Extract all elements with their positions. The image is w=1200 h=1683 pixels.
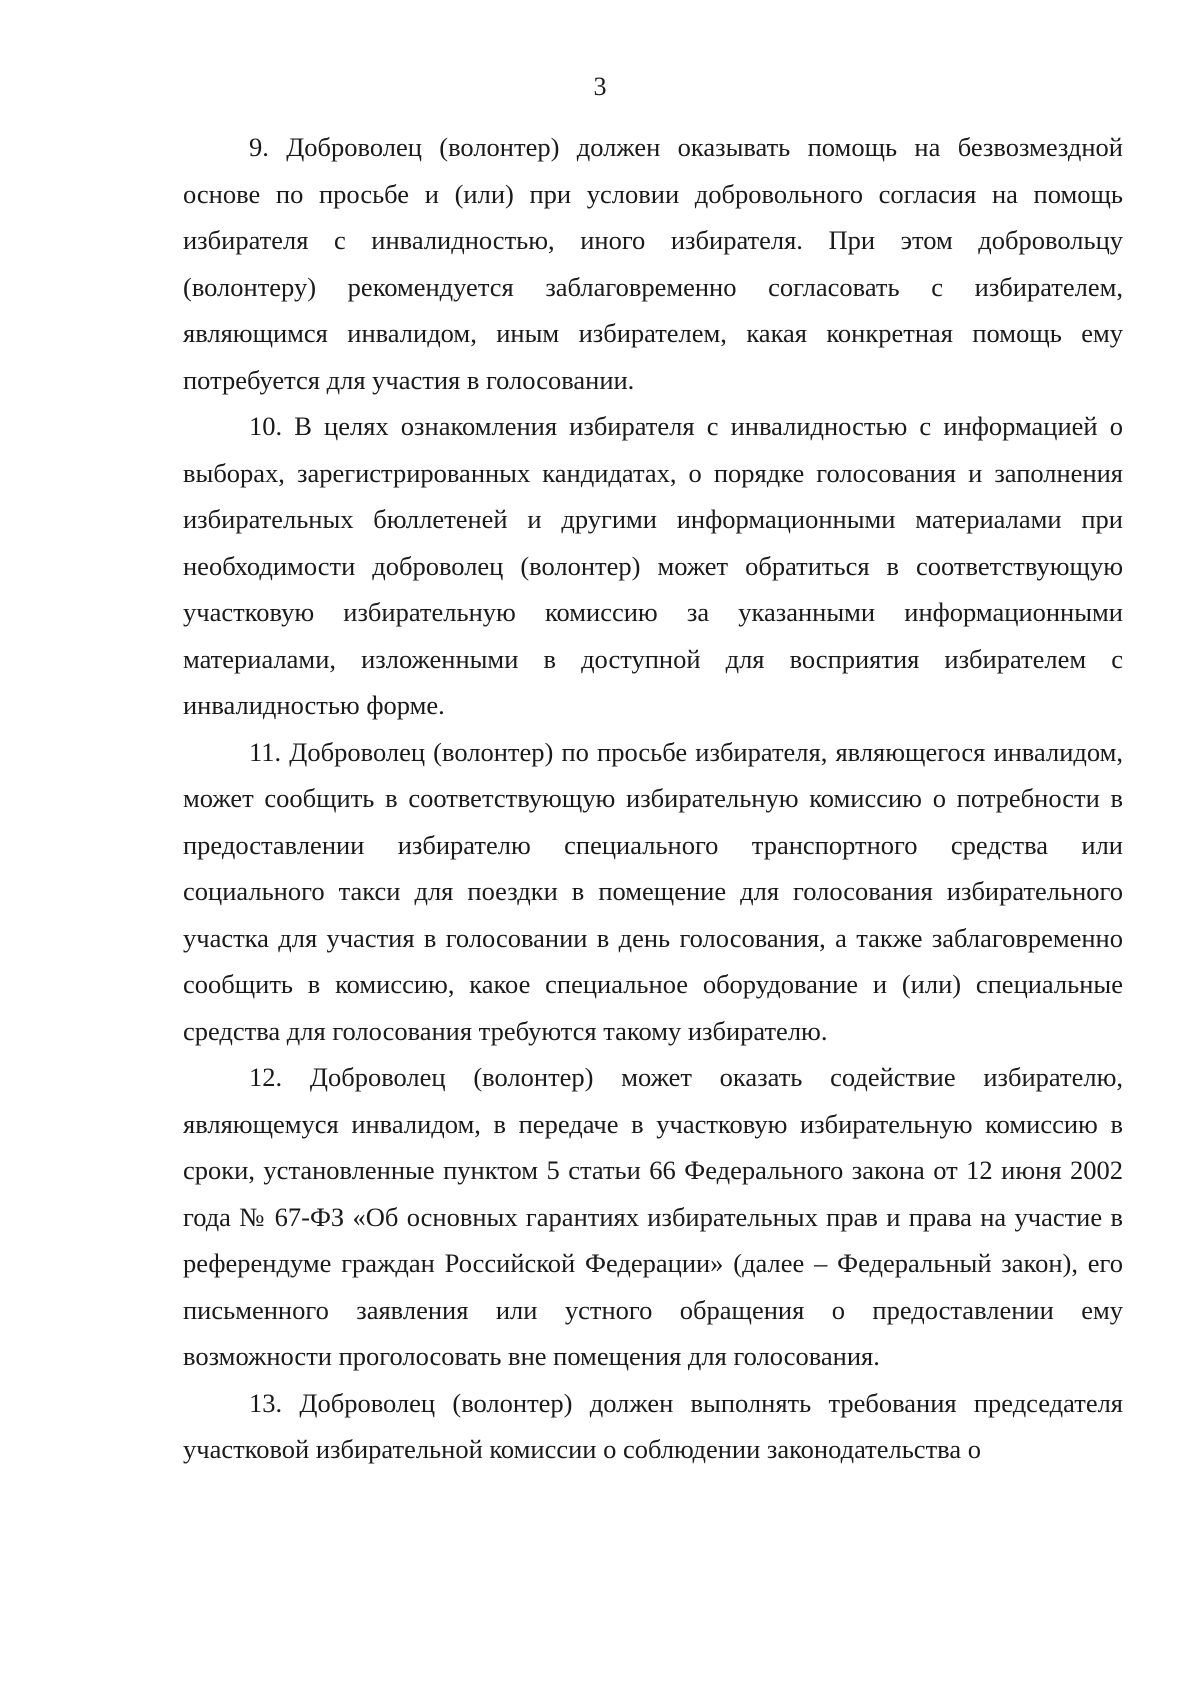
paragraph-11: 11. Доброволец (волонтер) по просьбе избирателя, являющегося инвалидом, может сообщить в соответствующую избирательную комиссию о потребности в предоставлении избирателю специального транспортного средства или социального такси для поездки в помещение для голосования избирательного участка для участия в голосовании в день голосования, а также заблаговременно сообщить в комиссию, какое специальное оборудование и (или) специальные средства для голосования требуются такому избирателю. [183, 736, 1123, 1046]
paragraph-13: 13. Доброволец (волонтер) должен выполнять требования председателя участковой избирательной комиссии о соблюдении законодательства о [183, 1387, 1123, 1464]
document-body [183, 124, 1123, 1473]
paragraph-12: 12. Доброволец (волонтер) может оказать содействие избирателю, являющемуся инвалидом, в передаче в участковую избирательную комиссию в сроки, установленные пунктом 5 статьи 66 Федерального закона от 12 июня 2002 года № 67-ФЗ «Об основных гарантиях избирательных прав и права на участие в референдуме граждан Российской Федерации» (далее – Федеральный закон), его письменного заявления или устного обращения о предоставлении ему возможности проголосовать вне помещения для голосования. [183, 1062, 1123, 1371]
page-number: 3 [593, 72, 607, 101]
paragraph-10: 10. В целях ознакомления избирателя с инвалидностью с информацией о выборах, зарегистрированных кандидатах, о порядке голосования и заполнения избирательных бюллетеней и другими информационными материалами при необходимости доброволец (волонтер) может обратиться в соответствующую участковую избирательную комиссию за указанными информационными материалами, изложенными в доступной для восприятия избирателем с инвалидностью форме. [183, 411, 1123, 720]
paragraph-9: 9. Доброволец (волонтер) должен оказывать помощь на безвозмездной основе по просьбе и (или) при условии добровольного согласия на помощь избирателя с инвалидностью, иного избирателя. При этом добровольцу (волонтеру) рекомендуется заблаговременно согласовать с избирателем, являющимся инвалидом, иным избирателем, какая конкретная помощь ему потребуется для участия в голосовании. [183, 132, 1123, 395]
